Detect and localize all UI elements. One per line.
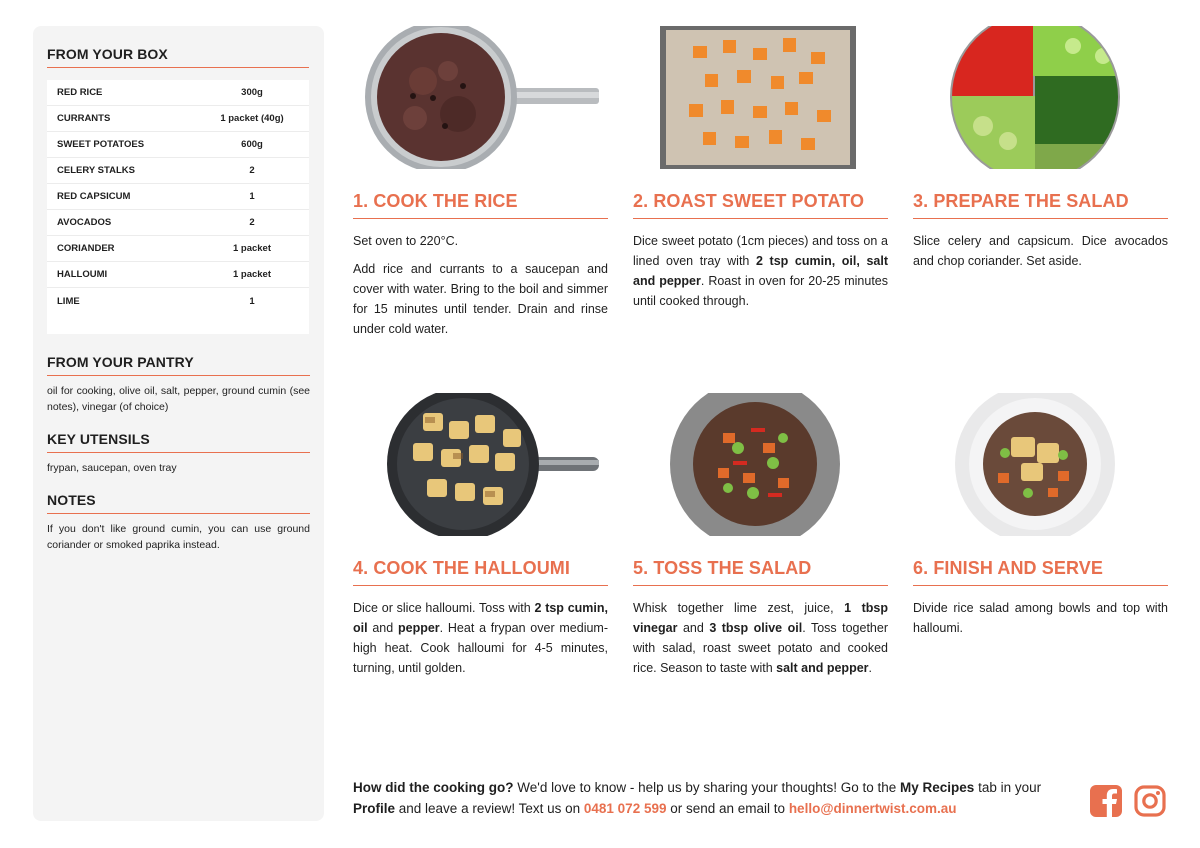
rice-saucepan-image [353,26,608,169]
ingredient-name: HALLOUMI [57,269,108,280]
ingredient-row [47,210,309,236]
ingredient-name: CORIANDER [57,243,115,254]
ingredient-name: AVOCADOS [57,217,112,228]
utensils-text: frypan, saucepan, oven tray [47,462,177,474]
step-text [913,598,1168,638]
box-heading: FROM YOUR BOX [47,46,309,68]
ingredient-row [47,288,309,314]
step-paragraph: Dice or slice halloumi. Toss with 2 tsp cumin, oil and pepper. Heat a frypan over medium-high heat. Cook halloumi for 4-5 minutes, turning, until golden. [353,601,608,675]
ingredient-row [47,106,309,132]
ingredient-name: CURRANTS [57,113,111,124]
ingredient-qty: 1 packet (40g) [220,113,284,124]
ingredient-row [47,262,309,288]
step-paragraph: Whisk together lime zest, juice, 1 tbsp vinegar and 3 tbsp olive oil. Toss together with salad, roast sweet potato and cooked rice. Season to taste with salt and pepper. [633,601,889,675]
ingredient-qty: 1 [249,191,255,202]
ingredient-qty: 600g [241,139,263,150]
ingredient-qty: 2 [249,217,255,228]
ingredient-name: SWEET POTATOES [57,139,145,150]
step-paragraph: Dice sweet potato (1cm pieces) and toss on a lined oven tray with 2 tsp cumin, oil, salt and pepper. Roast in oven for 20-25 minutes until cooked through. [633,234,888,308]
ingredients-table [47,80,309,334]
served-bowl-image [913,393,1168,536]
ingredient-row [47,236,309,262]
instagram-icon[interactable] [1134,785,1166,817]
roast-tray-image [633,26,888,169]
step-paragraph: Add rice and currants to a saucepan and cover with water. Bring to the boil and simmer for 15 minutes until tender. Drain and rinse under cold water. [353,262,608,336]
step-text [353,598,608,678]
utensils-section [47,431,310,476]
pantry-heading: FROM YOUR PANTRY [47,354,310,376]
ingredient-row [47,184,309,210]
pantry-section [47,354,310,415]
utensils-heading: KEY UTENSILS [47,431,310,453]
ingredient-name: LIME [57,295,80,307]
ingredient-row [47,132,309,158]
email-link[interactable]: hello@dinnertwist.com.au [788,801,957,816]
ingredient-row [47,158,309,184]
step-4 [353,393,608,678]
ingredient-qty: 2 [249,165,255,176]
ingredient-name: CELERY STALKS [57,165,135,176]
step-paragraph: Set oven to 220°C. [353,234,459,248]
step-title: 6. FINISH AND SERVE [913,558,1168,586]
step-2 [633,26,888,311]
step-text [633,598,888,678]
step-text [913,231,1168,271]
feedback-footer: How did the cooking go? We'd love to know - help us by sharing your thoughts! Go to the My Recipes tab in your Profile and leave a review! Text us on 0481 072 599 or send an email to hello@dinnertwist.com.au [353,780,1042,816]
phone-number[interactable]: 0481 072 599 [583,801,667,816]
ingredient-row [47,80,309,106]
halloumi-frypan-image [353,393,608,536]
step-title: 1. COOK THE RICE [353,191,608,219]
pantry-text: oil for cooking, olive oil, salt, pepper, ground cumin (see notes), vinegar (of choice) [47,385,310,413]
feedback-question: How did the cooking go? [353,780,514,795]
ingredient-qty: 1 packet [232,269,272,280]
step-title: 2. ROAST SWEET POTATO [633,191,888,219]
ingredient-qty: 1 [249,295,255,307]
step-title: 4. COOK THE HALLOUMI [353,558,608,586]
step-text [633,231,888,311]
step-5 [633,393,888,678]
salad-prep-image [913,26,1168,169]
step-title: 5. TOSS THE SALAD [633,558,888,586]
step-6 [913,393,1168,638]
profile-label: Profile [353,801,396,816]
ingredient-qty: 1 packet [232,243,272,254]
tossed-salad-image [633,393,888,536]
step-paragraph: Divide rice salad among bowls and top with halloumi. [913,601,1168,635]
notes-text: If you don't like ground cumin, you can use ground coriander or smoked paprika instead. [47,523,310,551]
step-paragraph: Slice celery and capsicum. Dice avocados and chop coriander. Set aside. [913,234,1168,268]
social-links [1090,785,1166,817]
ingredients-sidebar [33,26,324,821]
ingredient-qty: 300g [241,87,263,98]
notes-heading: NOTES [47,492,310,514]
facebook-icon[interactable] [1090,785,1122,817]
step-title: 3. PREPARE THE SALAD [913,191,1168,219]
step-3 [913,26,1168,271]
notes-section [47,492,310,553]
ingredient-name: RED CAPSICUM [57,191,131,202]
my-recipes-label: My Recipes [900,780,975,795]
ingredient-name: RED RICE [57,87,103,98]
step-1 [353,26,608,339]
step-text [353,231,608,339]
